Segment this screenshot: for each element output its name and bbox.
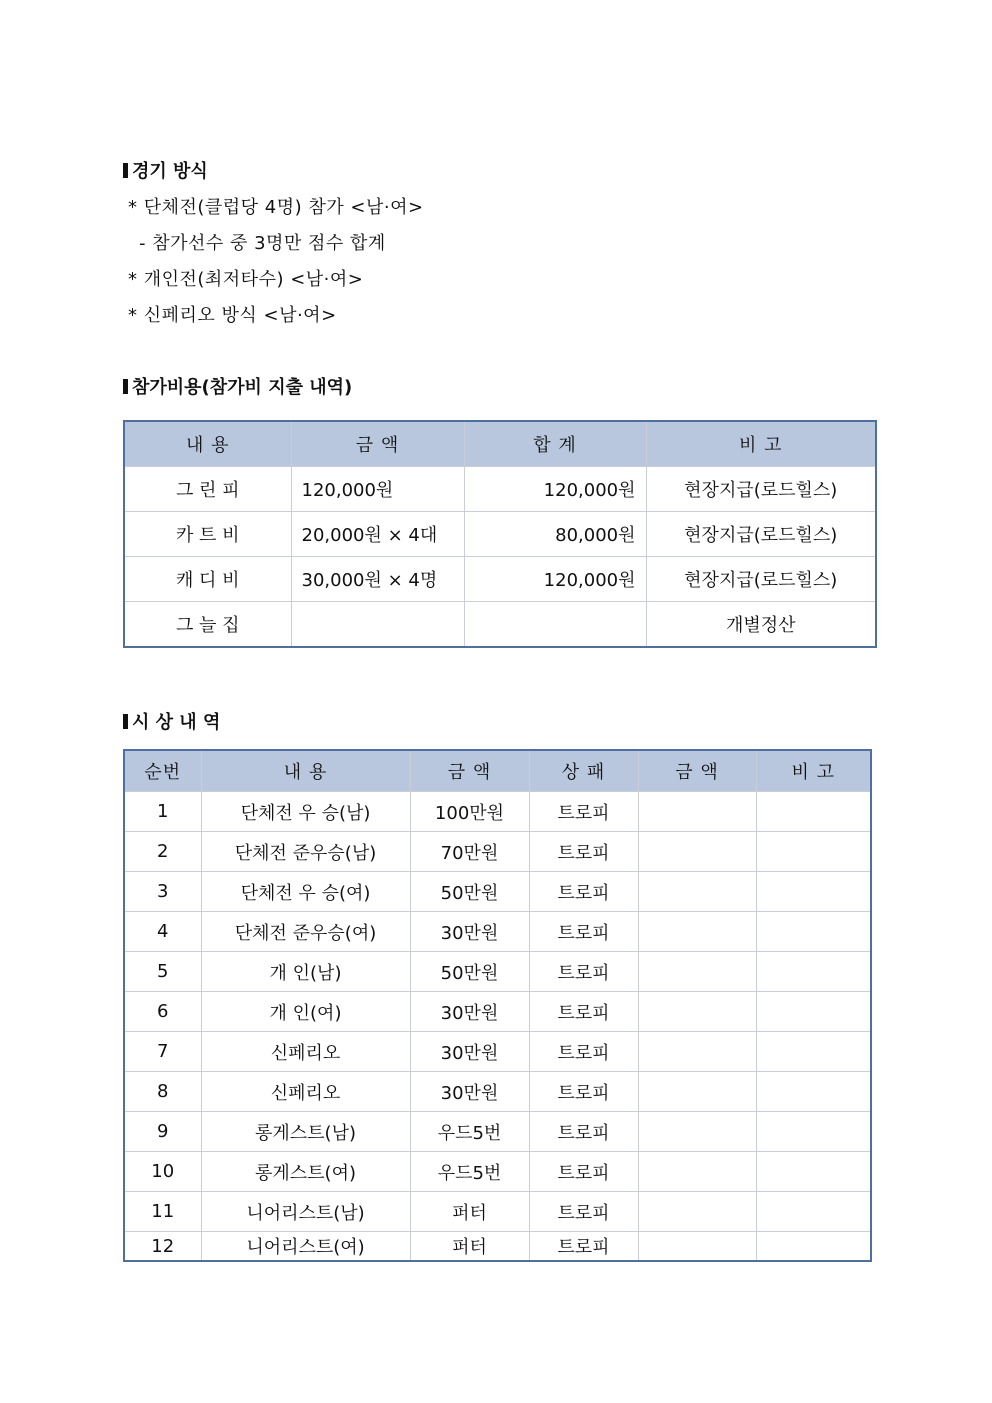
plaque-cell: 트로피	[529, 872, 638, 912]
amount-cell	[638, 792, 756, 832]
note-cell	[756, 1112, 871, 1152]
prize-cell: 우드5번	[410, 1152, 529, 1192]
amount-cell	[638, 1152, 756, 1192]
heading-bar-icon	[123, 379, 128, 394]
section-heading-match-format	[123, 161, 208, 183]
award-cell: 니어리스트(여)	[201, 1232, 410, 1262]
amount-cell	[638, 1232, 756, 1262]
prize-cell: 30만원	[410, 912, 529, 952]
table-row	[124, 792, 871, 832]
header-cell: 금 액	[410, 750, 529, 792]
note-cell	[756, 1072, 871, 1112]
item-cell: 카 트 비	[124, 512, 291, 557]
prize-cell: 50만원	[410, 872, 529, 912]
total-cell: 120,000원	[464, 557, 646, 602]
table-row	[124, 952, 871, 992]
table-row	[124, 1032, 871, 1072]
plaque-cell: 트로피	[529, 792, 638, 832]
table-row	[124, 1112, 871, 1152]
plaque-cell: 트로피	[529, 912, 638, 952]
note-cell	[756, 1192, 871, 1232]
prize-cell: 50만원	[410, 952, 529, 992]
header-cell: 비 고	[646, 421, 876, 467]
plaque-cell: 트로피	[529, 952, 638, 992]
plaque-cell: 트로피	[529, 832, 638, 872]
note-cell	[756, 992, 871, 1032]
rank-cell: 4	[124, 912, 201, 952]
rank-cell: 11	[124, 1192, 201, 1232]
total-cell: 120,000원	[464, 467, 646, 512]
note-cell	[756, 792, 871, 832]
table-row	[124, 557, 876, 602]
prize-cell: 퍼터	[410, 1232, 529, 1262]
section-title: 경기 방식	[132, 161, 208, 182]
rank-cell: 3	[124, 872, 201, 912]
award-cell: 롱게스트(여)	[201, 1152, 410, 1192]
table-row	[124, 512, 876, 557]
total-cell: 80,000원	[464, 512, 646, 557]
rank-cell: 8	[124, 1072, 201, 1112]
header-cell: 합 계	[464, 421, 646, 467]
awards-table	[123, 749, 872, 1262]
amount-cell	[638, 1112, 756, 1152]
header-cell: 내 용	[201, 750, 410, 792]
plaque-cell: 트로피	[529, 1232, 638, 1262]
amount-cell: 120,000원	[291, 467, 464, 512]
format-line: * 개인전(최저타수) <남·여>	[128, 269, 364, 290]
rank-cell: 10	[124, 1152, 201, 1192]
table-row	[124, 1232, 871, 1262]
total-cell	[464, 602, 646, 648]
table-header-row	[124, 421, 876, 467]
table-row	[124, 1192, 871, 1232]
fees-table	[123, 420, 877, 648]
amount-cell: 30,000원 × 4명	[291, 557, 464, 602]
prize-cell: 70만원	[410, 832, 529, 872]
note-cell: 개별정산	[646, 602, 876, 648]
amount-cell	[638, 1072, 756, 1112]
section-title: 참가비용(참가비 지출 내역)	[132, 377, 353, 398]
note-cell	[756, 1152, 871, 1192]
award-cell: 개 인(여)	[201, 992, 410, 1032]
amount-cell	[638, 1032, 756, 1072]
prize-cell: 100만원	[410, 792, 529, 832]
note-cell	[756, 1032, 871, 1072]
heading-bar-icon	[123, 163, 128, 178]
amount-cell	[638, 1192, 756, 1232]
prize-cell: 퍼터	[410, 1192, 529, 1232]
prize-cell: 30만원	[410, 1032, 529, 1072]
plaque-cell: 트로피	[529, 1152, 638, 1192]
header-cell: 순번	[124, 750, 201, 792]
rank-cell: 12	[124, 1232, 201, 1262]
item-cell: 그 늘 집	[124, 602, 291, 648]
note-cell	[756, 1232, 871, 1262]
header-cell: 내 용	[124, 421, 291, 467]
item-cell: 그 린 피	[124, 467, 291, 512]
award-cell: 단체전 우 승(남)	[201, 792, 410, 832]
header-cell: 비 고	[756, 750, 871, 792]
note-cell: 현장지급(로드힐스)	[646, 557, 876, 602]
note-cell	[756, 912, 871, 952]
prize-cell: 30만원	[410, 1072, 529, 1112]
header-cell: 상 패	[529, 750, 638, 792]
amount-cell	[638, 952, 756, 992]
plaque-cell: 트로피	[529, 1112, 638, 1152]
table-row	[124, 872, 871, 912]
plaque-cell: 트로피	[529, 992, 638, 1032]
rank-cell: 1	[124, 792, 201, 832]
note-cell	[756, 952, 871, 992]
amount-cell: 20,000원 × 4대	[291, 512, 464, 557]
section-title: 시 상 내 역	[132, 712, 221, 733]
award-cell: 단체전 우 승(여)	[201, 872, 410, 912]
award-cell: 신페리오	[201, 1032, 410, 1072]
note-cell	[756, 872, 871, 912]
format-line: * 단체전(클럽당 4명) 참가 <남·여>	[128, 197, 424, 218]
plaque-cell: 트로피	[529, 1032, 638, 1072]
amount-cell	[638, 872, 756, 912]
table-header-row	[124, 750, 871, 792]
amount-cell	[638, 832, 756, 872]
amount-cell	[638, 992, 756, 1032]
rank-cell: 7	[124, 1032, 201, 1072]
prize-cell: 우드5번	[410, 1112, 529, 1152]
table-row	[124, 602, 876, 648]
award-cell: 롱게스트(남)	[201, 1112, 410, 1152]
table-row	[124, 832, 871, 872]
table-row	[124, 992, 871, 1032]
format-line: * 신페리오 방식 <남·여>	[128, 305, 337, 326]
award-cell: 신페리오	[201, 1072, 410, 1112]
amount-cell	[291, 602, 464, 648]
note-cell	[756, 832, 871, 872]
note-cell: 현장지급(로드힐스)	[646, 467, 876, 512]
item-cell: 캐 디 비	[124, 557, 291, 602]
award-cell: 단체전 준우승(여)	[201, 912, 410, 952]
rank-cell: 2	[124, 832, 201, 872]
header-cell: 금 액	[638, 750, 756, 792]
amount-cell	[638, 912, 756, 952]
table-row	[124, 1072, 871, 1112]
section-heading-fees	[123, 377, 352, 399]
award-cell: 단체전 준우승(남)	[201, 832, 410, 872]
table-row	[124, 912, 871, 952]
note-cell: 현장지급(로드힐스)	[646, 512, 876, 557]
section-heading-awards	[123, 712, 220, 734]
rank-cell: 5	[124, 952, 201, 992]
award-cell: 개 인(남)	[201, 952, 410, 992]
rank-cell: 6	[124, 992, 201, 1032]
plaque-cell: 트로피	[529, 1072, 638, 1112]
award-cell: 니어리스트(남)	[201, 1192, 410, 1232]
rank-cell: 9	[124, 1112, 201, 1152]
format-line: - 참가선수 중 3명만 점수 합계	[139, 233, 386, 254]
table-row	[124, 1152, 871, 1192]
prize-cell: 30만원	[410, 992, 529, 1032]
header-cell: 금 액	[291, 421, 464, 467]
plaque-cell: 트로피	[529, 1192, 638, 1232]
heading-bar-icon	[123, 714, 128, 729]
table-row	[124, 467, 876, 512]
